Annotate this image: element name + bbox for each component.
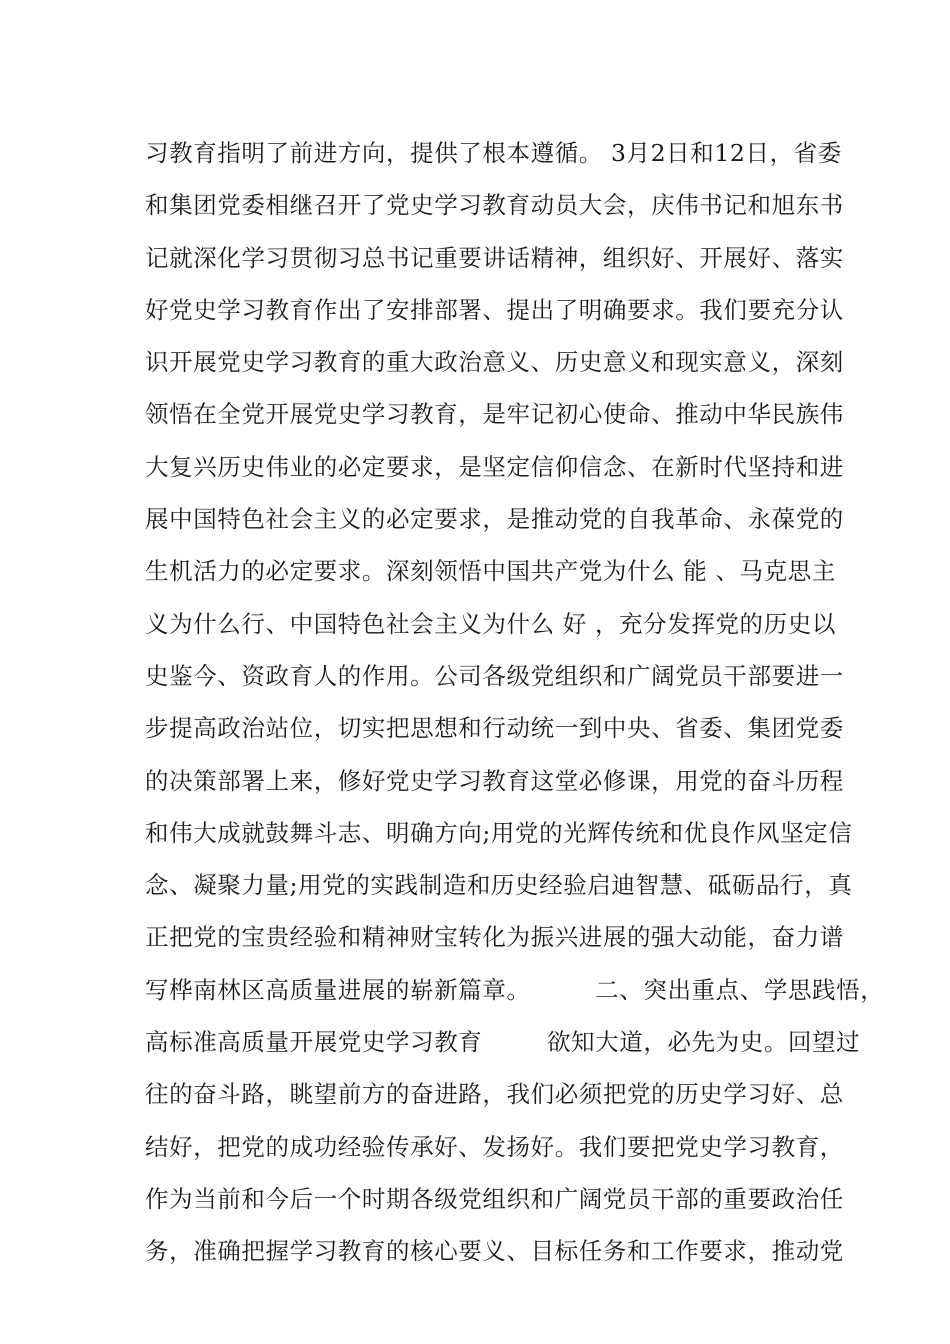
text-line: 展中国特色社会主义的必定要求，是推动党的自我革命、永葆党的 [145, 505, 844, 534]
text-line: 正把党的宝贵经验和精神财宝转化为振兴进展的强大动能，奋力谱 [145, 923, 844, 952]
text-line: 步提高政治站位，切实把思想和行动统一到中央、省委、集团党委 [145, 714, 844, 743]
text-line: 记就深化学习贯彻习总书记重要讲话精神，组织好、开展好、落实 [145, 243, 844, 272]
text-line: 领悟在全党开展党史学习教育，是牢记初心使命、推动中华民族伟 [145, 400, 844, 429]
text-line: 生机活力的必定要求。深刻领悟中国共产党为什么 能 、马克思主 [145, 557, 836, 586]
text-line: 写桦南林区高质量进展的崭新篇章。 二、突出重点、学思践悟， [145, 975, 885, 1004]
text-line: 大复兴历史伟业的必定要求，是坚定信仰信念、在新时代坚持和进 [145, 452, 844, 481]
text-line: 史鉴今、资政育人的作用。公司各级党组织和广阔党员干部要进一 [145, 661, 844, 690]
text-line: 义为什么行、中国特色社会主义为什么 好 ，充分发挥党的历史以 [145, 609, 836, 638]
text-line: 习教育指明了前进方向，提供了根本遵循。 3月2日和12日，省委 [145, 139, 842, 167]
text-line: 结好，把党的成功经验传承好、发扬好。我们要把党史学习教育， [145, 1132, 844, 1161]
text-line: 的决策部署上来，修好党史学习教育这堂必修课，用党的奋斗历程 [145, 766, 844, 795]
text-line: 和集团党委相继召开了党史学习教育动员大会，庆伟书记和旭东书 [145, 191, 844, 220]
text-line: 作为当前和今后一个时期各级党组织和广阔党员干部的重要政治任 [145, 1184, 844, 1213]
text-line: 务，准确把握学习教育的核心要义、目标任务和工作要求，推动党 [145, 1237, 844, 1266]
text-line: 识开展党史学习教育的重大政治意义、历史意义和现实意义，深刻 [145, 348, 844, 377]
text-line: 好党史学习教育作出了安排部署、提出了明确要求。我们要充分认 [145, 295, 844, 324]
body-text [145, 127, 885, 1278]
text-line: 高标准高质量开展党史学习教育 欲知大道，必先为史。回望过 [145, 1028, 861, 1057]
text-line: 和伟大成就鼓舞斗志、明确方向;用党的光辉传统和优良作风坚定信 [145, 818, 853, 847]
text-line: 念、凝聚力量;用党的实践制造和历史经验启迪智慧、砥砺品行，真 [145, 871, 853, 900]
text-line: 往的奋斗路，眺望前方的奋进路，我们必须把党的历史学习好、总 [145, 1080, 844, 1109]
